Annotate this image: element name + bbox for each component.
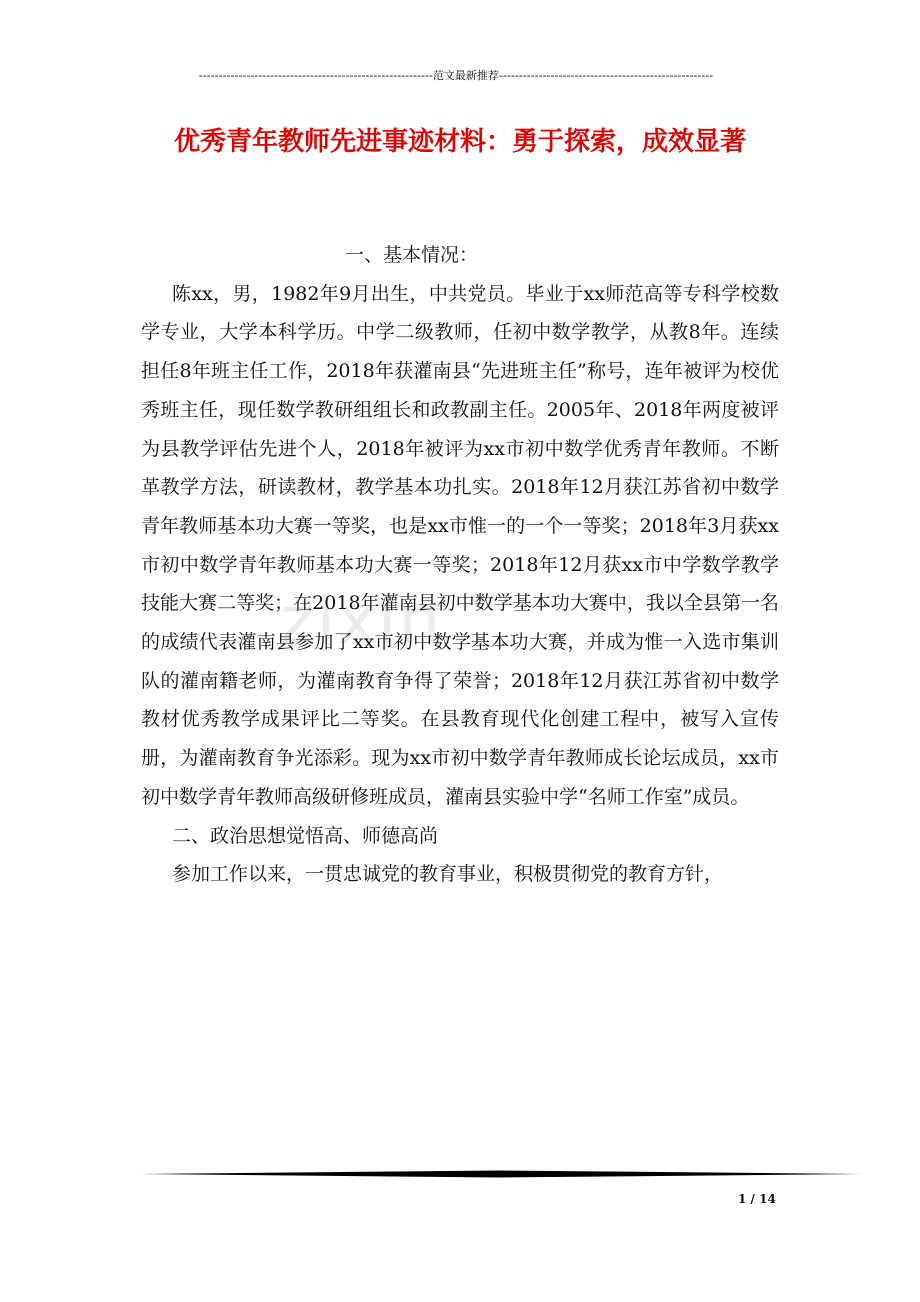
document-title: 优秀青年教师先进事迹材料：勇于探索，成效显著 xyxy=(173,127,746,157)
document-body xyxy=(141,236,779,894)
section-2-paragraph: 参加工作以来，一贯忠诚党的教育事业，积极贯彻党的教育方针， xyxy=(172,863,724,886)
section-1-heading: 一、基本情况： xyxy=(345,244,479,266)
header-dashes-right: ------------------------------------------------------ xyxy=(498,69,714,82)
page-number: 1 / 14 xyxy=(738,1192,776,1206)
header-label: 范文最新推荐 xyxy=(432,69,499,82)
footer-rule xyxy=(140,1170,862,1178)
section-1-paragraph: 陈xx，男，1982年9月出生，中共党员。毕业于xx师范高等专科学校数学专业，大学本科学历。中学二级教师，任初中数学教学，从教8年。连续担任8年班主任工作，2018年获灌南县“先进班主任”称号，连年被评为校优秀班主任，现任数学教研组组长和政教副主任。2005年、2018年两度被评为县教学评估先进个人，2018年被评为xx市初中数学优秀青年教师。不断革教学方法，研读教材，教学基本功扎实。2018年12月获江苏省初中数学青年教师基本功大赛一等奖，也是xx市惟一的一个一等奖；2018年3月获xx市初中数学青年教师基本功大赛一等奖；2018年12月获xx市中学数学教学技能大赛二等奖；在2018年灌南县初中数学基本功大赛中，我以全县第一名的成绩代表灌南县参加了xx市初中数学基本功大赛，并成为惟一入选市集训队的灌南籍老师，为灌南教育争得了荣誉；2018年12月获江苏省初中数学教材优秀教学成果评比二等奖。在县教育现代化创建工程中，被写入宣传册，为灌南教育争光添彩。现为xx市初中数学青年教师成长论坛成员，xx市初中数学青年教师高级研修班成员，灌南县实验中学“名师工作室”成员。 xyxy=(141,282,779,808)
watermark: zixin xyxy=(280,582,443,659)
page-header xyxy=(140,68,772,84)
section-2-heading: 二、政治思想觉悟高、师德高尚 xyxy=(172,824,439,847)
header-dashes-left: ----------------------------------------------------------- xyxy=(198,69,433,82)
